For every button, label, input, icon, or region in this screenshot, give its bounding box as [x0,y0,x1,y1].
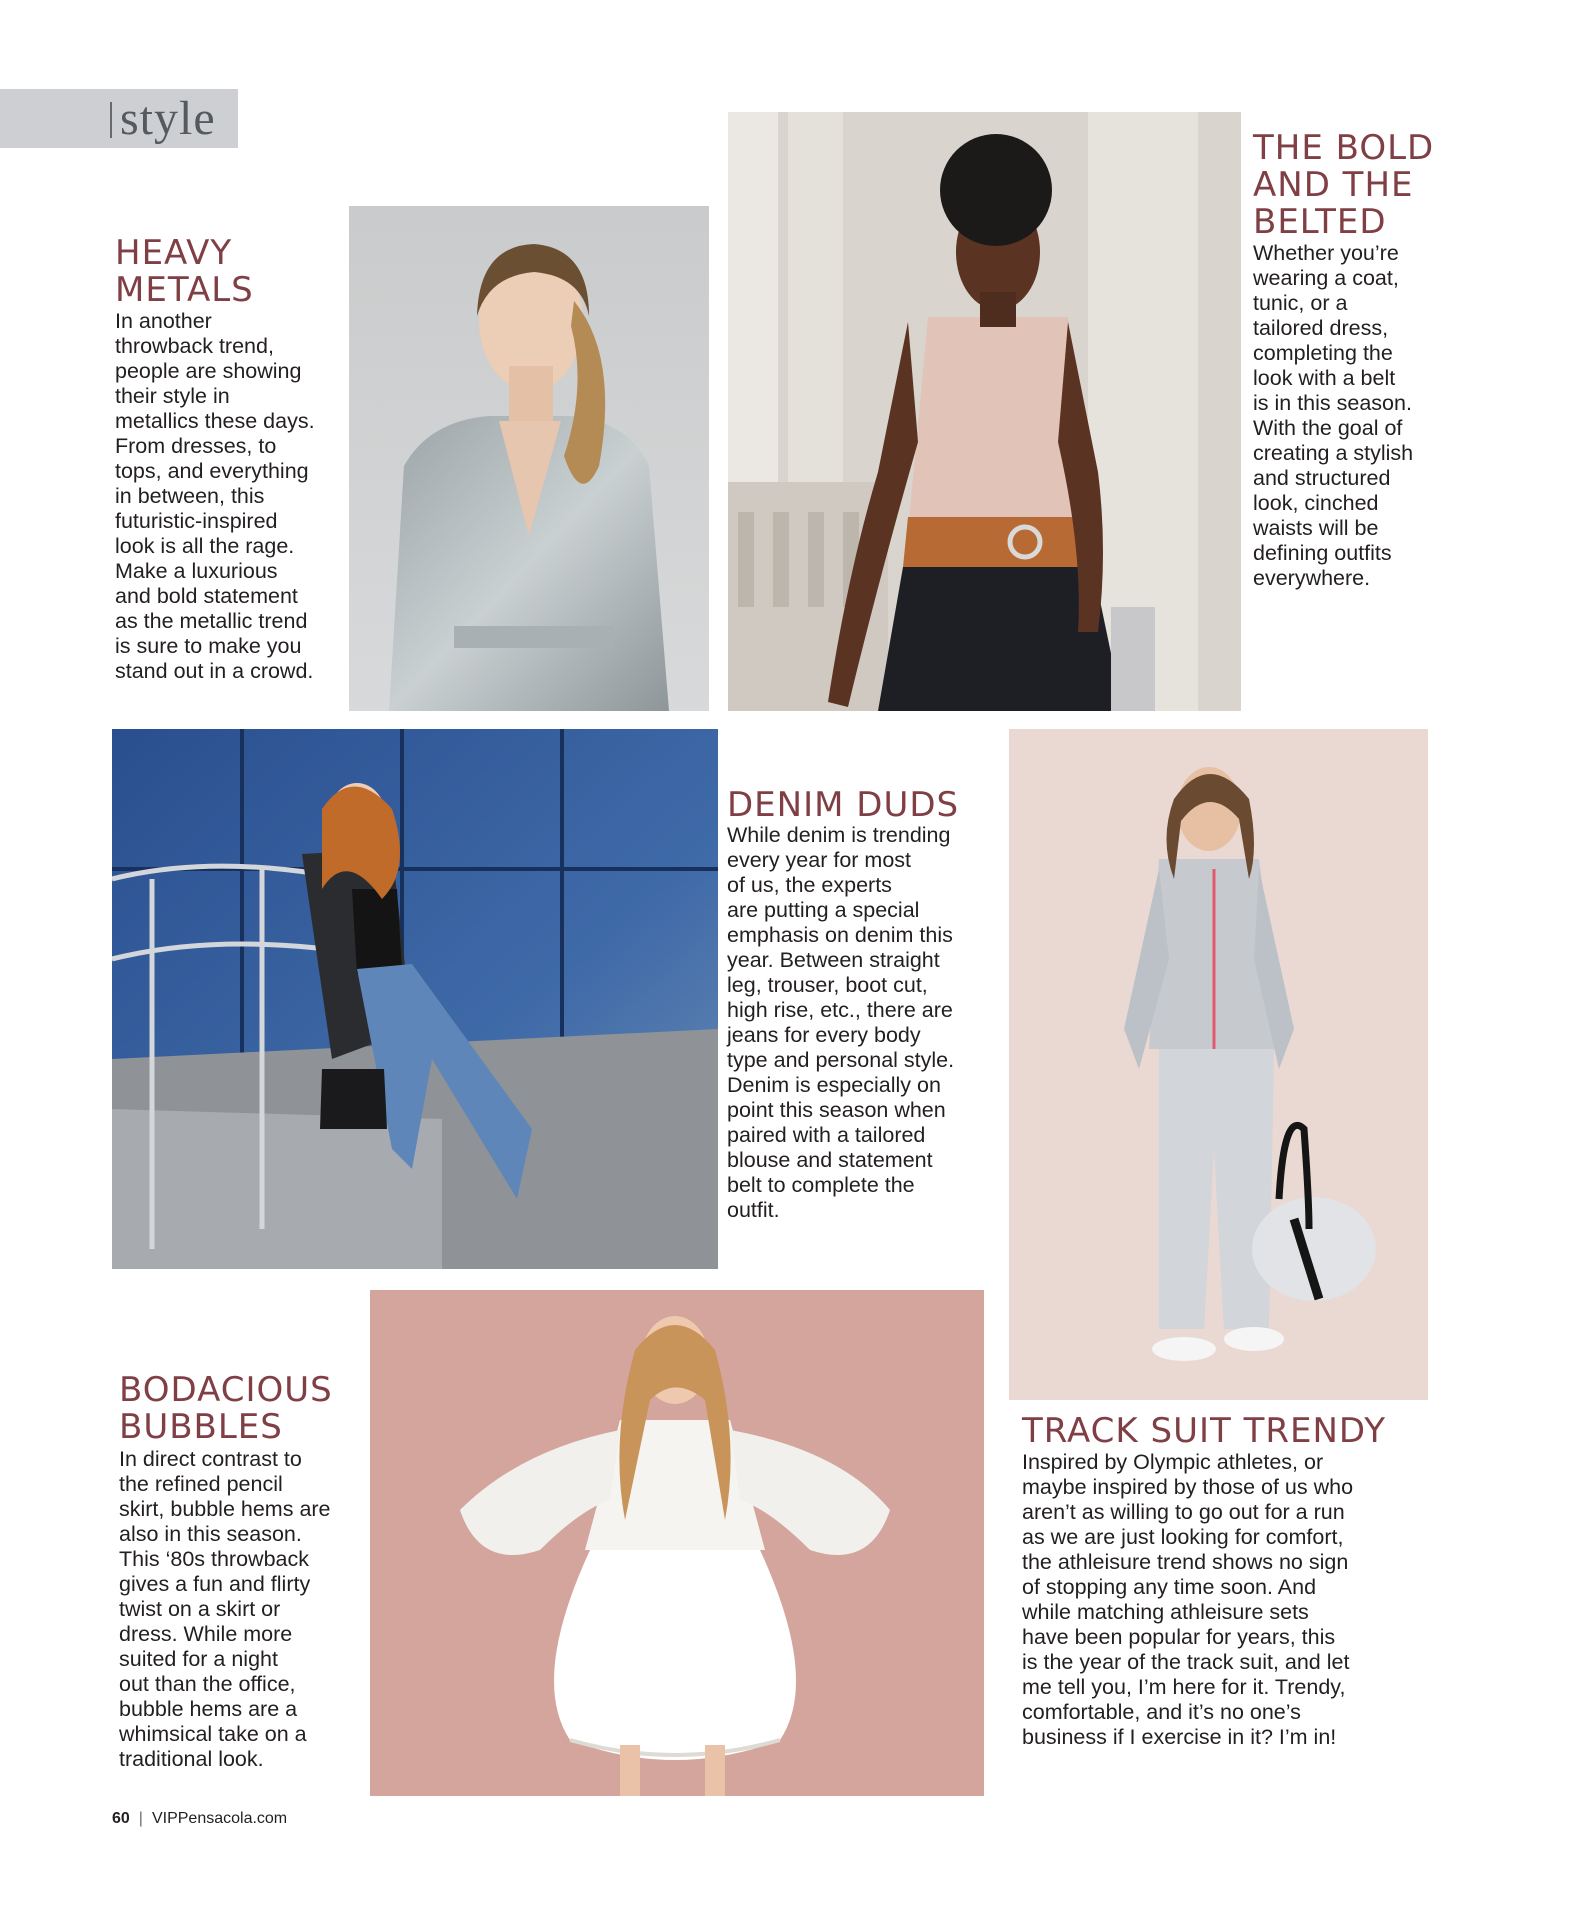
bodacious-bubbles-body: In direct contrast to the refined pencil skirt, bubble hems are also in this season. This ‘80s throwback gives a fun and flirty twist on a skirt or dress. While more suited for a night out than the office, bubble hems are a whimsical take on a traditional look. [119,1447,331,1771]
section-tab-divider [110,102,112,138]
denim-duds-body: While denim is trending every year for most of us, the experts are putting a special emphasis on denim this year. Between straight leg, trouser, boot cut, high rise, etc., there are jeans for every body type and personal style. Denim is especially on point this season when paired with a tailored blouse and statement belt to complete the outfit. [727,823,955,1222]
metallic-wrap-top-photo [349,206,709,711]
section-tab [0,89,238,148]
bubble-hem-dress-photo [370,1290,984,1796]
denim-jeans-photo [112,729,718,1269]
track-suit-body: Inspired by Olympic athletes, or maybe inspired by those of us who aren’t as willing to go out for a run as we are just looking for comfort, the athleisure trend shows no sign of stopping any time soon. And while matching athleisure sets have been popular for years, this is the year of the track suit, and let me tell you, I’m here for it. Trendy, comfortable, and it’s no one’s business if I exercise in it? I’m in! [1022,1450,1354,1749]
section-label: style [120,92,216,145]
denim-duds-heading: DENIM DUDS [727,785,960,825]
heavy-metals-heading: HEAVY METALS [115,233,254,310]
track-suit-heading: TRACK SUIT TRENDY [1022,1411,1386,1451]
track-suit-photo [1009,729,1428,1400]
bold-belted-body: Whether you’re wearing a coat, tunic, or a tailored dress, completing the look with a belt is in this season. With the goal of creating a stylish and structured look, cinched waists will be defining outfits everywhere. [1253,241,1414,590]
footer-site-url: VIPPensacola.com [151,1810,288,1827]
footer-separator: | [138,1810,143,1827]
page-number: 60 [112,1810,130,1827]
heavy-metals-body: In another throwback trend, people are showing their style in metallics these days. From dresses, to tops, and everything in between, this futuristic-inspired look is all the rage. Make a luxurious and bold statement as the metallic trend is sure to make you stand out in a crowd. [115,309,315,683]
bodacious-bubbles-heading: BODACIOUS BUBBLES [119,1370,333,1447]
page-footer [112,1810,287,1828]
belted-outfit-photo [728,112,1241,711]
bold-belted-heading: THE BOLD AND THE BELTED [1253,128,1435,242]
